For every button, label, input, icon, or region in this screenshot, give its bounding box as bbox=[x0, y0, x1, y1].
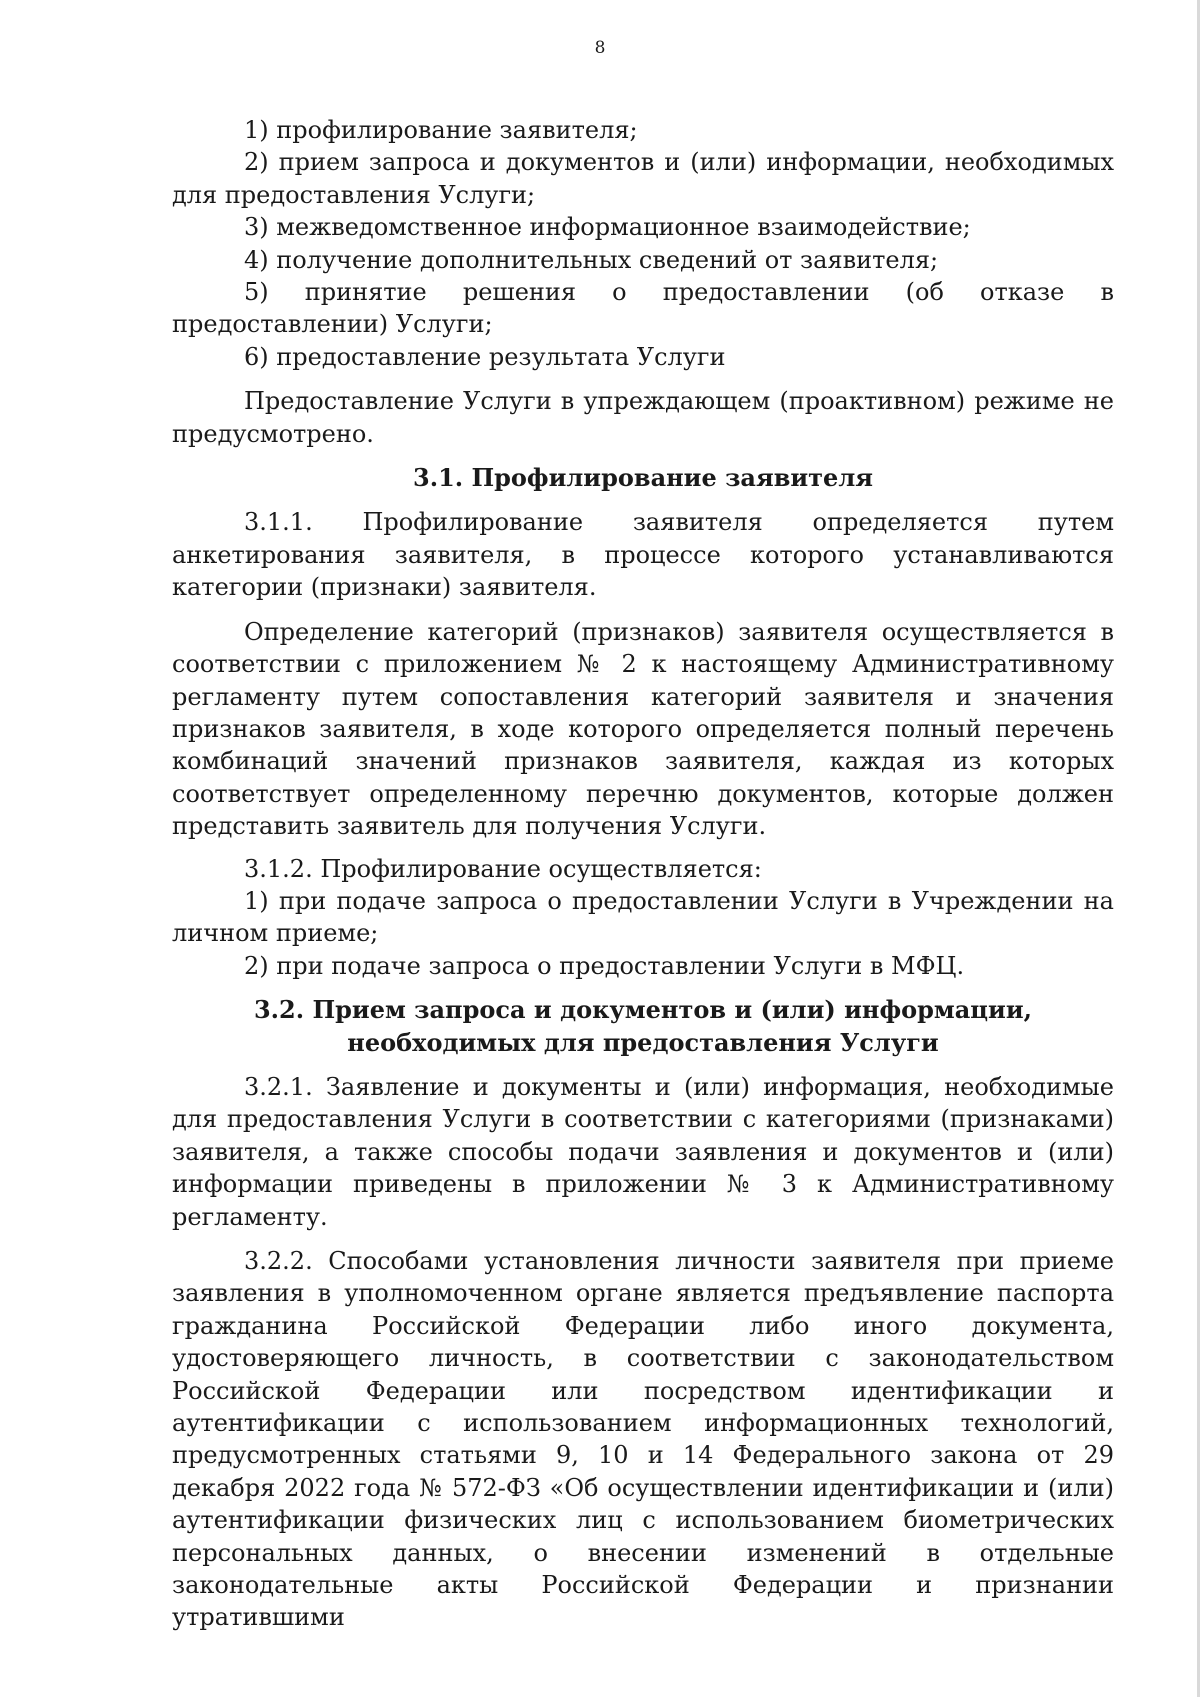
list-item-4: 4) получение дополнительных сведений от заявителя; bbox=[244, 245, 939, 274]
list-item-2: 2) прием запроса и документов и (или) информации, необходимых для предоставления Услуги; bbox=[172, 148, 1114, 209]
paragraph-3-2-1: 3.2.1. Заявление и документы и (или) информация, необходимые для предоставления Услуги в соответствии с категориями (признаками) заявителя, а также способы подачи заявления и документов и (или) информации приведены в приложении № 3 к Административному регламенту. bbox=[172, 1072, 1114, 1231]
section-heading-3-2: 3.2. Прием запроса и документов и (или) информации, необходимых для предоставления Услуги bbox=[253, 995, 1032, 1057]
list-item-1: 1) профилирование заявителя; bbox=[244, 116, 638, 144]
paragraph-3-1-1: 3.1.1. Профилирование заявителя определяется путем анкетирования заявителя, в процессе которого устанавливаются категории (признаки) заявителя. bbox=[172, 508, 1114, 602]
document-body bbox=[172, 114, 1114, 1634]
list-item-3: 3) межведомственное информационное взаимодействие; bbox=[244, 213, 971, 242]
list-item-5: 5) принятие решения о предоставлении (об отказе в предоставлении) Услуги; bbox=[172, 278, 1114, 339]
paragraph-3-2-2: 3.2.2. Способами установления личности заявителя при приеме заявления в уполномоченном органе является предъявление паспорта гражданина Российской Федерации либо иного документа, удостоверяющего личность, в соответствии с законодательством Российской Федерации или посредством идентификации и аутентификации с использованием информационных технологий, предусмотренных статьями 9, 10 и 14 Федерального закона от 29 декабря 2022 года № 572-ФЗ «Об осуществлении идентификации и (или) аутентификации физических лиц с использованием биометрических персональных данных, о внесении изменений в отдельные законодательные акты Российской Федерации и признании утратившими bbox=[172, 1247, 1114, 1632]
page-number: 8 bbox=[594, 38, 606, 58]
list-item-mfc: 2) при подаче запроса о предоставлении Услуги в МФЦ. bbox=[244, 951, 965, 980]
paragraph-categories: Определение категорий (признаков) заявителя осуществляется в соответствии с приложением № 2 к настоящему Административному регламенту путем сопоставления категорий заявителя и значения признаков заявителя, в ходе которого определяется полный перечень комбинаций значений признаков заявителя, каждая из которых соответствует определенному перечню документов, которые должен представить заявитель для получения Услуги. bbox=[172, 617, 1114, 841]
paragraph-proactive: Предоставление Услуги в упреждающем (проактивном) режиме не предусмотрено. bbox=[172, 387, 1114, 448]
paragraph-3-1-2: 3.1.2. Профилирование осуществляется: bbox=[244, 854, 762, 883]
list-item-6: 6) предоставление результата Услуги bbox=[244, 342, 726, 371]
section-heading-3-1: 3.1. Профилирование заявителя bbox=[413, 463, 873, 493]
list-item-personal-visit: 1) при подаче запроса о предоставлении Услуги в Учреждении на личном приеме; bbox=[172, 886, 1114, 948]
